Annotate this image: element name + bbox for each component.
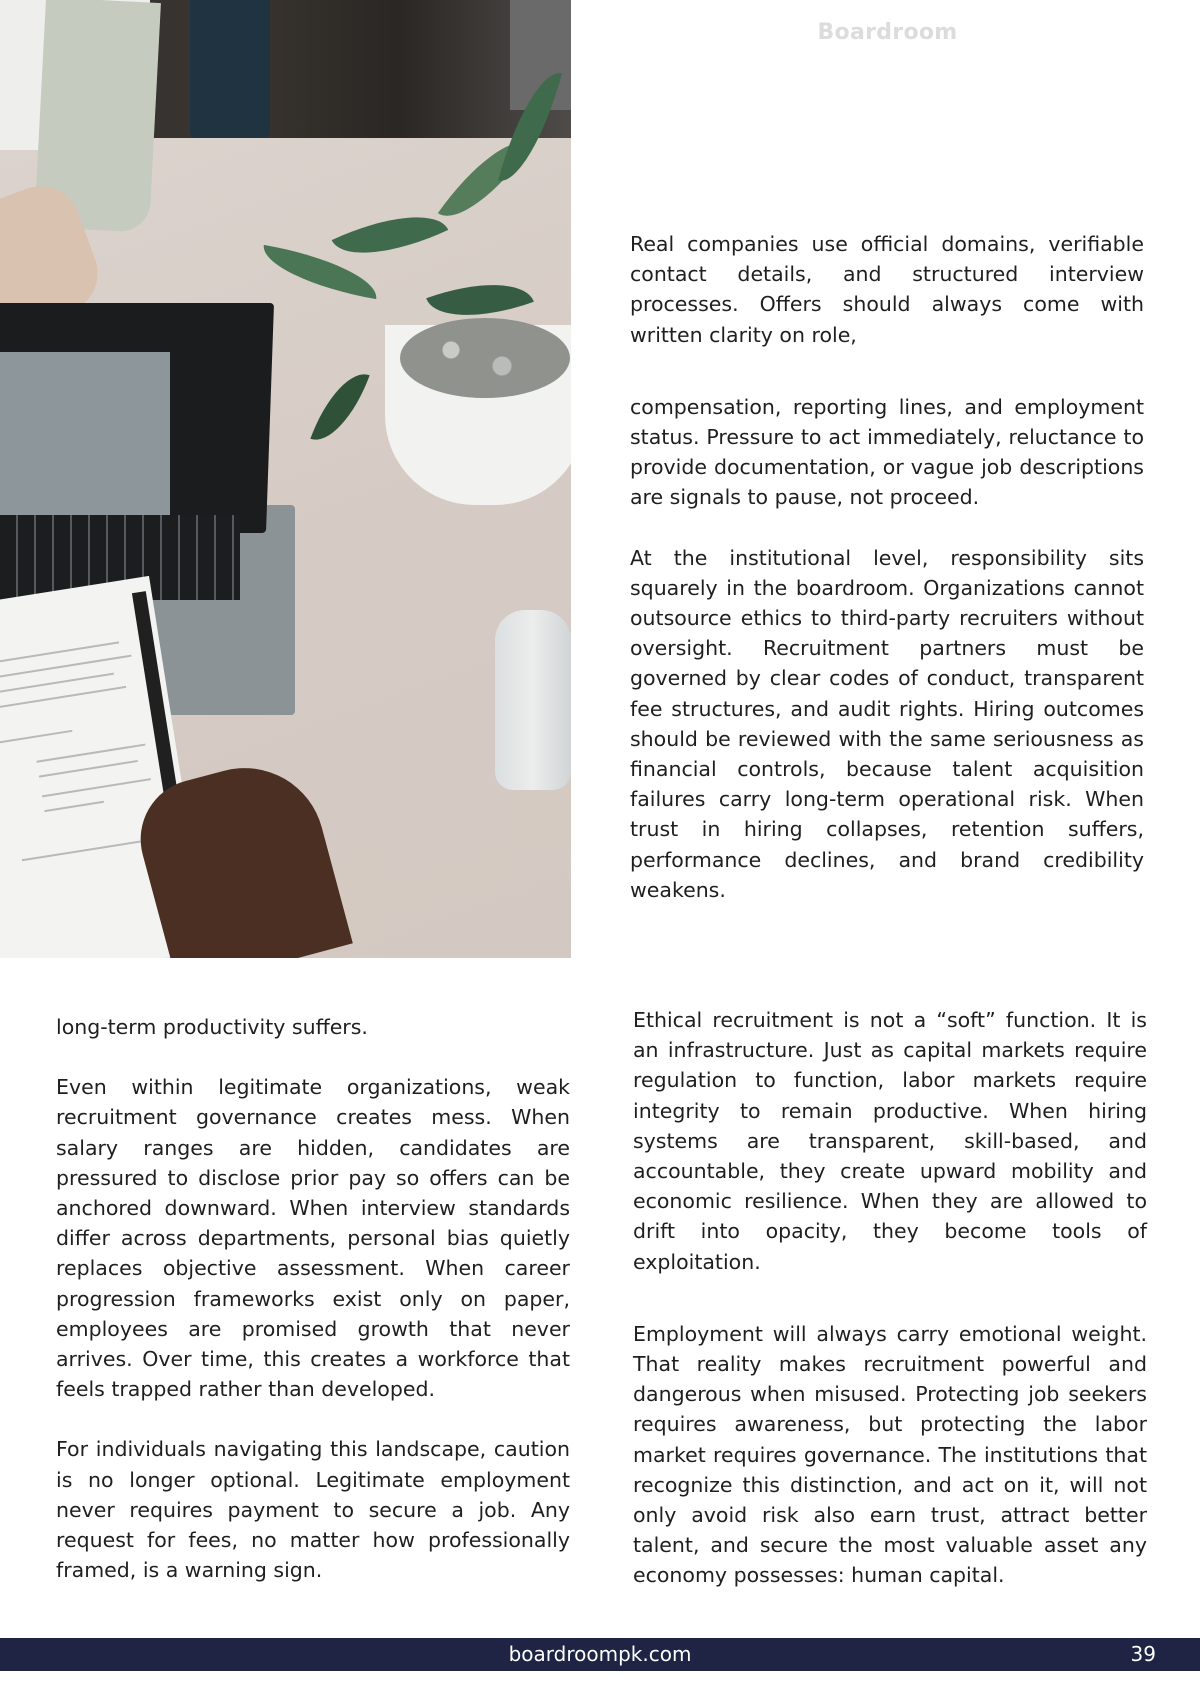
paragraph: Even within legitimate organizations, weak recruitment governance creates mess. When salary ranges are hidden, candidates are pressured to disclose prior pay so offers can be anchored downward. When interview standards differ across departments, personal bias quietly replaces objective assessment. When career progression frameworks exist only on paper, employees are promised growth that never arrives. Over time, this creates a workforce that feels trapped rather than developed. — [56, 1075, 570, 1402]
paragraph: Real companies use official domains, verifiable contact details, and structured interview processes. Offers should always come with written clarity on role, — [630, 232, 1144, 347]
paragraph: At the institutional level, responsibility sits squarely in the boardroom. Organizations cannot outsource ethics to third-party recruiters without oversight. Recruitment partners must be governed by clear codes of conduct, transparent fee structures, and audit rights. Hiring outcomes should be reviewed with the same seriousness as financial controls, because talent acquisition failures carry long-term operational risk. When trust in hiring collapses, retention suffers, performance declines, and brand credibility weakens. — [630, 545, 1144, 902]
paragraph: long-term productivity suffers. — [56, 1015, 368, 1039]
article-column-right-bottom — [633, 1005, 1147, 1591]
paragraph: For individuals navigating this landscape, caution is no longer optional. Legitimate employment never requires payment to secure a job. Any request for fees, no matter how professionally framed, is a warning sign. — [56, 1437, 570, 1583]
article-photo — [0, 0, 571, 958]
page-number: 39 — [1130, 1642, 1156, 1666]
paragraph: Employment will always carry emotional weight. That reality makes recruitment powerful and dangerous when misused. Protecting job seekers requires awareness, but protecting the labor market requires governance. The institutions that recognize this distinction, and act on it, will not only avoid risk also earn trust, attract better talent, and secure the most valuable asset any economy possesses: human capital. — [633, 1321, 1147, 1588]
article-column-right-top — [630, 229, 1144, 905]
paragraph: Ethical recruitment is not a “soft” function. It is an infrastructure. Just as capital markets require regulation to function, labor markets require integrity to remain productive. When hiring systems are transparent, skill-based, and accountable, they create upward mobility and economic resilience. When they are allowed to drift into opacity, they become tools of exploitation. — [633, 1008, 1147, 1274]
photo-laptop-display — [0, 352, 170, 532]
photo-chair — [190, 0, 270, 140]
page-footer — [0, 1638, 1200, 1671]
paragraph: compensation, reporting lines, and employment status. Pressure to act immediately, reluctance to provide documentation, or vague job descriptions are signals to pause, not proceed. — [630, 394, 1144, 510]
magazine-masthead: Boardroom — [817, 20, 958, 45]
photo-water-glass — [495, 610, 571, 790]
article-column-left-bottom — [56, 1012, 570, 1585]
footer-website-link[interactable]: boardroompk.com — [508, 1642, 692, 1666]
photo-pot-stones — [400, 318, 570, 398]
